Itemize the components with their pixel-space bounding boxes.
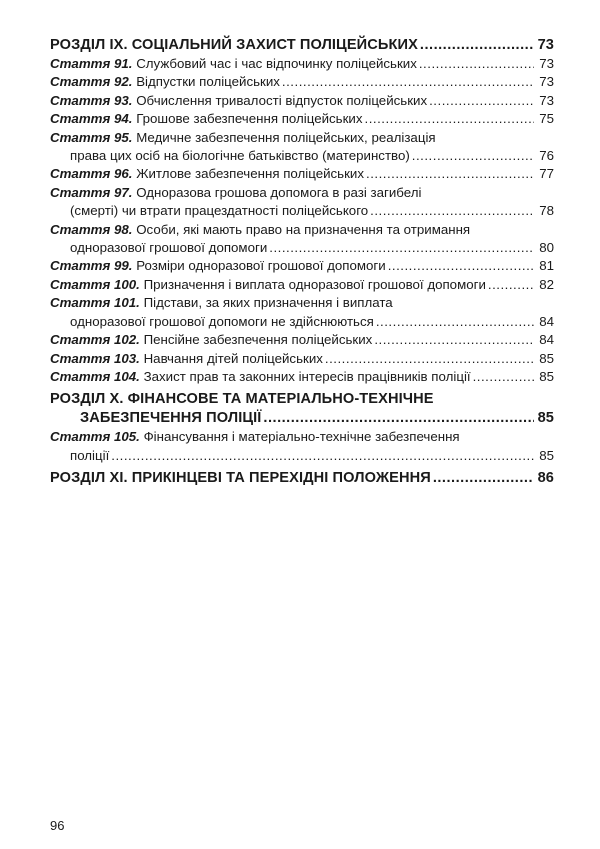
article-number: Стаття 104. — [50, 368, 140, 384]
article-title: Одноразова грошова допомога в разі загибелі — [136, 184, 422, 200]
list-item — [50, 257, 554, 275]
article-title: Навчання дітей поліцейських — [143, 350, 323, 366]
list-item — [50, 55, 554, 73]
article-number: Стаття 92. — [50, 74, 133, 90]
page-ref: 73 — [539, 74, 554, 90]
list-item — [50, 294, 554, 331]
list-item — [50, 165, 554, 183]
leader-dots — [365, 110, 535, 128]
section-heading — [50, 390, 554, 428]
section-title-continued: ЗАБЕЗПЕЧЕННЯ ПОЛІЦІЇ — [80, 410, 262, 427]
table-of-contents — [50, 36, 554, 488]
article-number: Стаття 95. — [50, 129, 133, 145]
section-heading — [50, 469, 554, 488]
article-list — [50, 428, 554, 465]
section-heading — [50, 36, 554, 55]
page-ref: 85 — [539, 350, 554, 366]
page-ref: 80 — [539, 240, 554, 256]
article-list — [50, 55, 554, 386]
article-title-continued: одноразової грошової допомоги не здійснюються — [70, 313, 374, 329]
article-number: Стаття 98. — [50, 221, 133, 237]
leader-dots — [370, 202, 534, 220]
article-title: Захист прав та законних інтересів працівників поліції — [143, 368, 471, 384]
leader-dots — [376, 313, 534, 331]
article-title: Фінансування і матеріально-технічне забезпечення — [143, 429, 460, 445]
leader-dots — [488, 276, 534, 294]
list-item — [50, 331, 554, 349]
list-item — [50, 110, 554, 128]
article-number: Стаття 94. — [50, 111, 133, 127]
section-title: РОЗДІЛ ІХ. СОЦІАЛЬНИЙ ЗАХИСТ ПОЛІЦЕЙСЬКИХ — [50, 37, 418, 53]
page-ref: 78 — [539, 203, 554, 219]
leader-dots — [412, 147, 534, 165]
article-number: Стаття 105. — [50, 429, 140, 445]
article-title: Розміри одноразової грошової допомоги — [136, 258, 386, 274]
leader-dots — [263, 409, 534, 428]
page-ref: 75 — [539, 111, 554, 127]
article-number: Стаття 100. — [50, 276, 140, 292]
page-ref: 73 — [539, 92, 554, 108]
article-number: Стаття 101. — [50, 295, 140, 311]
article-number: Стаття 96. — [50, 166, 133, 182]
leader-dots — [111, 447, 534, 465]
page-ref: 84 — [539, 313, 554, 329]
list-item — [50, 92, 554, 110]
article-title: Грошове забезпечення поліцейських — [136, 111, 363, 127]
page-ref: 86 — [537, 470, 554, 487]
leader-dots — [366, 165, 534, 183]
section-title: РОЗДІЛ Х. ФІНАНСОВЕ ТА МАТЕРІАЛЬНО-ТЕХНІЧНЕ — [50, 391, 434, 408]
page-ref: 77 — [539, 166, 554, 182]
list-item — [50, 221, 554, 258]
article-title: Особи, які мають право на призначення та отримання — [136, 221, 471, 237]
leader-dots — [374, 331, 534, 349]
page-ref: 82 — [539, 276, 554, 292]
list-item — [50, 73, 554, 91]
page-ref: 73 — [539, 56, 554, 71]
article-title: Службовий час і час відпочинку поліцейських — [136, 56, 417, 71]
article-title: Призначення і виплата одноразової грошової допомоги — [143, 276, 486, 292]
leader-dots — [419, 55, 534, 73]
leader-dots — [282, 73, 534, 91]
page-ref: 85 — [537, 410, 554, 427]
article-number: Стаття 97. — [50, 184, 133, 200]
leader-dots — [473, 368, 534, 386]
leader-dots — [325, 350, 534, 368]
page-number: 96 — [50, 818, 65, 833]
article-title: Обчислення тривалості відпусток поліцейських — [136, 92, 428, 108]
article-number: Стаття 102. — [50, 332, 140, 348]
page-ref: 84 — [539, 332, 554, 348]
leader-dots — [429, 92, 534, 110]
page-ref: 73 — [537, 37, 554, 53]
article-title: Відпустки поліцейських — [136, 74, 280, 90]
article-title-continued: одноразової грошової допомоги — [70, 240, 268, 256]
article-title: Підстави, за яких призначення і виплата — [143, 295, 393, 311]
leader-dots — [388, 257, 534, 275]
article-title: Пенсійне забезпечення поліцейських — [143, 332, 373, 348]
list-item — [50, 184, 554, 221]
leader-dots — [420, 36, 534, 55]
article-title: Медичне забезпечення поліцейських, реалізація — [136, 129, 436, 145]
article-number: Стаття 91. — [50, 56, 133, 71]
page-ref: 76 — [539, 148, 554, 164]
article-number: Стаття 99. — [50, 258, 133, 274]
article-number: Стаття 103. — [50, 350, 140, 366]
page-ref: 85 — [539, 447, 554, 463]
article-title-continued: (смерті) чи втрати працездатності поліцейського — [70, 203, 369, 219]
article-title-continued: права цих осіб на біологічне батьківство (материнство) — [70, 148, 410, 164]
article-number: Стаття 93. — [50, 92, 133, 108]
leader-dots — [433, 469, 534, 488]
list-item — [50, 129, 554, 166]
section-title: РОЗДІЛ XI. ПРИКІНЦЕВІ ТА ПЕРЕХІДНІ ПОЛОЖЕННЯ — [50, 470, 431, 487]
article-title: Житлове забезпечення поліцейських — [136, 166, 364, 182]
page-ref: 85 — [539, 368, 554, 384]
list-item — [50, 276, 554, 294]
list-item — [50, 428, 554, 465]
leader-dots — [269, 239, 534, 257]
list-item — [50, 350, 554, 368]
page-ref: 81 — [539, 258, 554, 274]
list-item — [50, 368, 554, 386]
article-title-continued: поліції — [70, 447, 110, 463]
